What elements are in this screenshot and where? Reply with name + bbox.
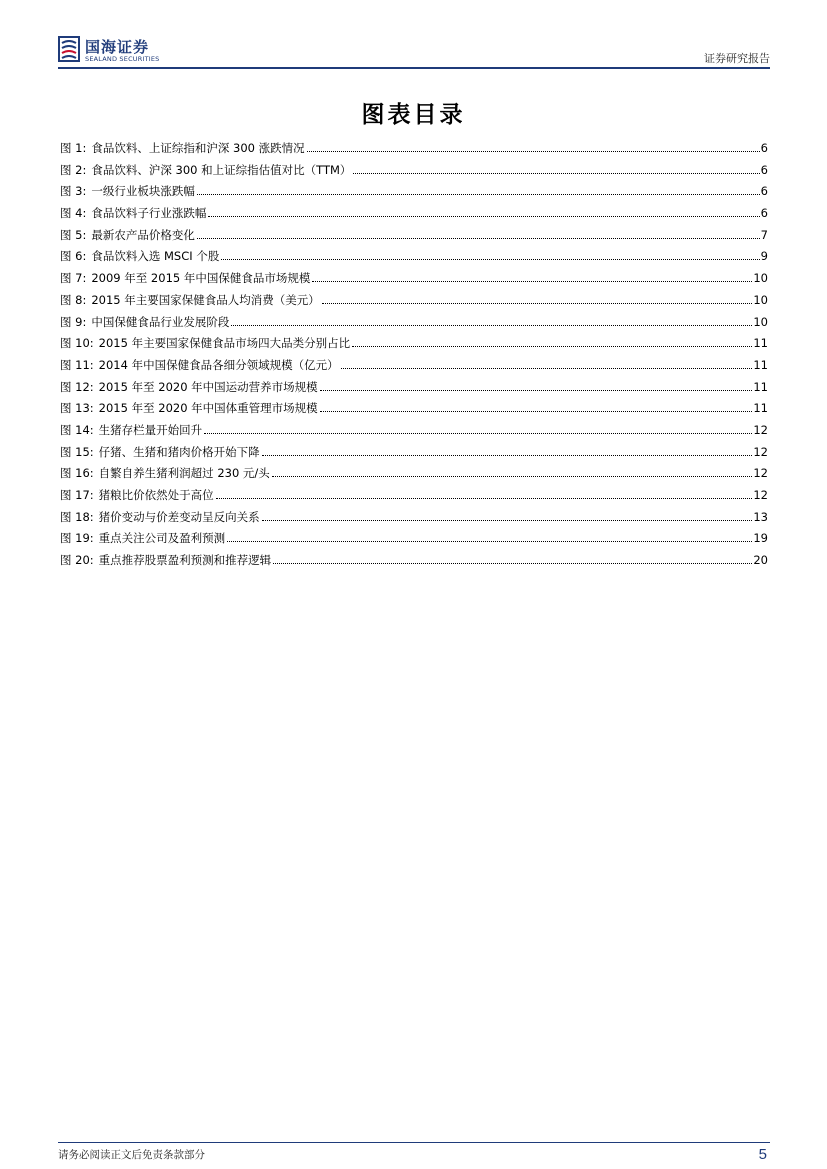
toc-entry-title: 最新农产品价格变化	[91, 227, 195, 242]
toc-dot-leader	[320, 410, 753, 412]
figure-table-of-contents	[60, 138, 768, 572]
toc-dot-leader	[312, 280, 752, 282]
toc-entry[interactable]	[60, 420, 768, 442]
toc-dot-leader	[197, 193, 760, 195]
toc-entry-page: 9	[760, 249, 768, 264]
toc-dot-leader	[307, 150, 760, 152]
toc-entry-page: 11	[753, 379, 768, 394]
toc-entry-page: 11	[753, 357, 768, 372]
toc-entry[interactable]	[60, 268, 768, 290]
toc-entry-label: 图 8:	[60, 292, 87, 307]
toc-entry-page: 19	[753, 531, 768, 546]
sealand-logo-icon	[58, 36, 80, 62]
toc-dot-leader	[208, 215, 759, 217]
toc-entry[interactable]	[60, 312, 768, 334]
toc-entry-label: 图 20:	[60, 553, 94, 568]
toc-entry-title: 食品饮料入选 MSCI 个股	[91, 249, 220, 264]
toc-dot-leader	[204, 432, 752, 434]
toc-entry-label: 图 6:	[60, 249, 87, 264]
toc-entry-label: 图 13:	[60, 401, 94, 416]
toc-entry[interactable]	[60, 138, 768, 160]
toc-entry-page: 12	[753, 488, 768, 502]
toc-entry[interactable]	[60, 333, 768, 355]
toc-dot-leader	[262, 454, 753, 456]
page-title: 图表目录	[361, 102, 466, 128]
toc-entry-label: 图 10:	[60, 336, 94, 351]
toc-entry[interactable]	[60, 485, 768, 507]
toc-entry[interactable]	[60, 442, 768, 464]
toc-entry-label: 图 18:	[60, 509, 94, 524]
toc-entry-title: 一级行业板块涨跌幅	[91, 184, 195, 199]
toc-entry[interactable]	[60, 181, 768, 203]
toc-entry-title: 2015 年至 2020 年中国体重管理市场规模	[98, 401, 318, 416]
toc-entry[interactable]	[60, 225, 768, 247]
toc-entry-page: 7	[760, 227, 768, 242]
toc-entry-label: 图 4:	[60, 206, 87, 221]
page-header	[58, 36, 770, 66]
toc-entry[interactable]	[60, 398, 768, 420]
toc-entry[interactable]	[60, 377, 768, 399]
toc-entry-title: 2009 年至 2015 年中国保健食品市场规模	[91, 271, 311, 286]
toc-dot-leader	[273, 562, 752, 564]
toc-entry[interactable]	[60, 528, 768, 550]
toc-entry-label: 图 7:	[60, 271, 87, 286]
footer-divider	[58, 1142, 770, 1143]
toc-entry-title: 重点关注公司及盈利预测	[98, 531, 226, 546]
toc-entry-label: 图 1:	[60, 141, 87, 155]
toc-entry-label: 图 19:	[60, 531, 94, 546]
toc-entry-title: 食品饮料、上证综指和沪深 300 涨跌情况	[91, 141, 305, 155]
toc-dot-leader	[353, 172, 759, 174]
logo-english-name: SEALAND SECURITIES	[85, 55, 160, 63]
toc-entry-page: 10	[753, 271, 768, 286]
toc-entry-page: 12	[753, 466, 768, 481]
toc-entry-page: 6	[760, 162, 768, 177]
toc-entry-label: 图 2:	[60, 162, 87, 177]
toc-entry-page: 6	[760, 141, 768, 155]
toc-entry-title: 食品饮料子行业涨跌幅	[91, 206, 207, 221]
toc-entry-label: 图 9:	[60, 314, 87, 329]
toc-dot-leader	[341, 367, 753, 369]
toc-entry[interactable]	[60, 463, 768, 485]
toc-entry-title: 生猪存栏量开始回升	[98, 422, 203, 437]
toc-entry-title: 食品饮料、沪深 300 和上证综指估值对比（TTM）	[91, 162, 352, 177]
toc-dot-leader	[227, 540, 752, 542]
toc-dot-leader	[262, 519, 753, 521]
toc-dot-leader	[272, 475, 753, 477]
toc-dot-leader	[221, 258, 759, 260]
toc-entry-title: 自繁自养生猪利润超过 230 元/头	[98, 466, 270, 481]
toc-entry-page: 12	[753, 444, 768, 459]
report-type: 证券研究报告	[704, 52, 770, 65]
toc-entry-label: 图 3:	[60, 184, 87, 199]
toc-entry-page: 11	[753, 401, 768, 416]
page-number: 5	[758, 1146, 767, 1163]
toc-entry-label: 图 16:	[60, 466, 94, 481]
toc-entry[interactable]	[60, 550, 768, 572]
toc-entry-page: 12	[753, 422, 768, 437]
toc-entry[interactable]	[60, 203, 768, 225]
toc-entry[interactable]	[60, 507, 768, 529]
toc-entry-page: 20	[753, 553, 768, 568]
toc-dot-leader	[352, 345, 752, 347]
toc-dot-leader	[322, 302, 753, 304]
toc-entry-label: 图 5:	[60, 227, 87, 242]
disclaimer-note: 请务必阅读正文后免责条款部分	[58, 1149, 205, 1161]
toc-dot-leader	[320, 389, 753, 391]
toc-entry[interactable]	[60, 290, 768, 312]
toc-dot-leader	[197, 237, 760, 239]
toc-entry-title: 2014 年中国保健食品各细分领域规模（亿元）	[98, 357, 339, 372]
toc-entry-page: 6	[760, 184, 768, 199]
toc-entry[interactable]	[60, 355, 768, 377]
toc-entry[interactable]	[60, 246, 768, 268]
toc-entry-title: 2015 年主要国家保健食品人均消费（美元）	[91, 292, 320, 307]
header-divider	[58, 67, 770, 69]
toc-dot-leader	[216, 497, 753, 499]
toc-entry-label: 图 12:	[60, 379, 94, 394]
toc-dot-leader	[231, 324, 752, 326]
toc-entry[interactable]	[60, 160, 768, 182]
toc-entry-page: 10	[753, 292, 768, 307]
toc-entry-title: 中国保健食品行业发展阶段	[91, 314, 230, 329]
toc-entry-title: 猪价变动与价差变动呈反向关系	[98, 509, 260, 524]
toc-entry-label: 图 15:	[60, 444, 94, 459]
toc-entry-title: 2015 年至 2020 年中国运动营养市场规模	[98, 379, 318, 394]
toc-entry-title: 2015 年主要国家保健食品市场四大品类分别占比	[98, 336, 351, 351]
company-logo	[58, 36, 218, 66]
toc-entry-label: 图 14:	[60, 422, 94, 437]
logo-chinese-name: 国海证券	[85, 38, 150, 56]
toc-entry-label: 图 17:	[60, 488, 94, 502]
toc-entry-page: 13	[753, 509, 768, 524]
toc-entry-page: 10	[753, 314, 768, 329]
toc-entry-page: 11	[753, 336, 768, 351]
toc-entry-label: 图 11:	[60, 357, 94, 372]
toc-entry-title: 猪粮比价依然处于高位	[98, 488, 214, 502]
toc-entry-page: 6	[760, 206, 768, 221]
toc-entry-title: 重点推荐股票盈利预测和推荐逻辑	[98, 553, 272, 568]
toc-entry-title: 仔猪、生猪和猪肉价格开始下降	[98, 444, 260, 459]
